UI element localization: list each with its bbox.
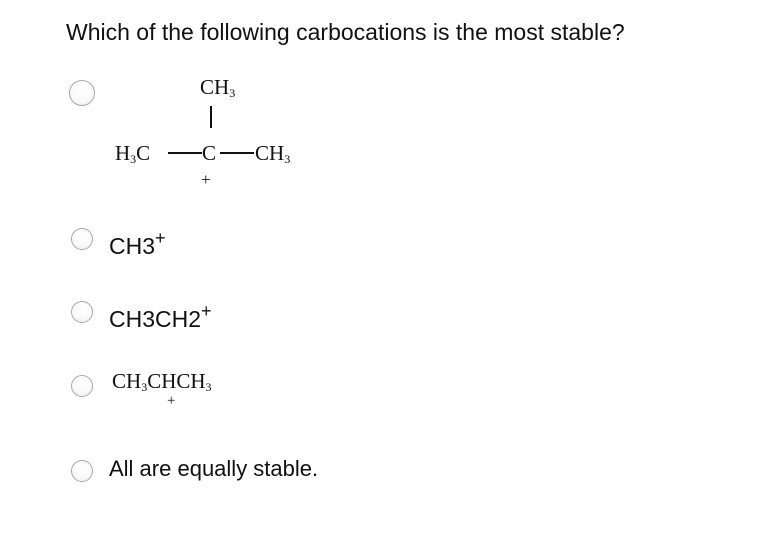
right-methyl-group: $CH_3$ <box>255 141 291 166</box>
option-2-formula: CH3+ <box>109 228 166 259</box>
positive-charge: + <box>201 170 211 189</box>
right-bond <box>220 152 254 154</box>
radio-button-option-2[interactable] <box>71 228 93 250</box>
radio-button-option-4[interactable] <box>71 375 93 397</box>
radio-button-option-5[interactable] <box>71 460 93 482</box>
option-5-label: All are equally stable. <box>109 456 319 481</box>
left-bond <box>168 152 202 154</box>
radio-button-option-1[interactable] <box>69 80 95 106</box>
option-4-formula: $CH_3CHCH_3$ <box>112 369 212 394</box>
left-methyl-group: $H_3C$ <box>115 141 151 166</box>
top-methyl-group: $CH_3$ <box>200 75 236 100</box>
option-4-positive-charge: + <box>167 393 176 409</box>
radio-button-option-3[interactable] <box>71 301 93 323</box>
center-carbon: C <box>202 141 217 165</box>
vertical-bond <box>210 106 212 128</box>
question-text: Which of the following carbocations is the most stable? <box>66 19 625 45</box>
option-3-formula: CH3CH2+ <box>109 301 212 332</box>
